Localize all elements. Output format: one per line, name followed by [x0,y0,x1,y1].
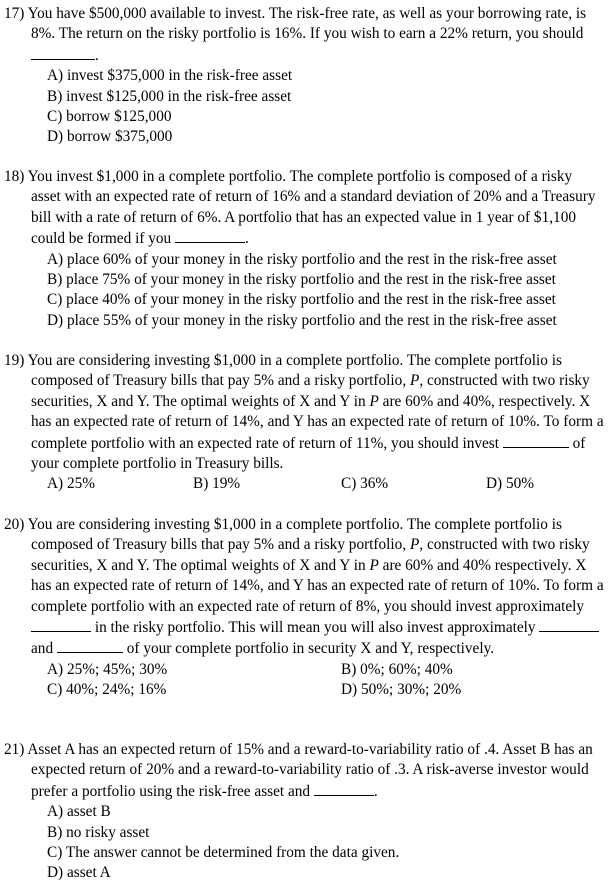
question-21-choices [4,802,604,884]
choice-a: A) asset B [47,803,111,821]
choice-b: B) no risky asset [47,823,150,841]
question-19-stem: 19) You are considering investing $1,000 in a complete portfolio. The complete portfolio is composed of Treasury bills that pay 5% and a risky portfolio, P, constructed with two risky securities, X and Y. The optimal weights of X and Y in P are 60% and 40%, respectively. X has an expected rate of return of 14%, and Y has an expected rate of return of 10%. To form a complete portfolio with an expected rate of return of 11%, you should invest of your complete portfolio in Treasury bills. [4,352,604,473]
choice-b: B) invest $125,000 in the risk-free asset [47,87,292,105]
question-21 [4,740,604,884]
choice-b: B) place 75% of your money in the risky portfolio and the rest in the risk-free asset [47,271,556,289]
answer-blank [175,228,245,243]
choice-c: C) The answer cannot be determined from the data given. [47,844,400,862]
question-17-choices [4,66,604,148]
choice-c: C) borrow $125,000 [47,108,172,126]
question-19-choices [4,474,604,494]
question-20-choices-row2 [4,680,604,700]
question-18-choices [4,250,604,332]
question-17-stem: 17) You have $500,000 available to invest. The risk-free rate, as well as your borrowing rate, is 8%. The return on the risky portfolio is 16%. If you wish to earn a 22% return, you should . [4,5,587,64]
question-20 [4,515,604,700]
choice-b: B) 19% [193,475,241,493]
choice-a: A) 25%; 45%; 30% [47,660,168,678]
question-20-choices-row1 [4,660,604,680]
choice-d: D) 50%; 30%; 20% [341,680,462,698]
question-18 [4,167,604,331]
choice-c: C) place 40% of your money in the risky portfolio and the rest in the risk-free asset [47,291,556,309]
choice-a: A) invest $375,000 in the risk-free asset [47,67,293,85]
choice-d: D) 50% [486,475,535,493]
choice-d: D) borrow $375,000 [47,128,173,146]
answer-blank [314,781,374,796]
answer-blank [31,617,91,632]
choice-b: B) 0%; 60%; 40% [341,660,453,678]
choice-a: A) place 60% of your money in the risky portfolio and the rest in the risk-free asset [47,250,557,268]
question-19 [4,351,604,494]
choice-a: A) 25% [47,475,96,493]
question-21-stem: 21) Asset A has an expected return of 15% and a reward-to-variability ratio of .4. Asset B has an expected return of 20% and a reward-to-variability ratio of .3. A risk-averse investor would prefer a portfolio using the risk-free asset and . [4,741,593,800]
choice-d: D) place 55% of your money in the risky portfolio and the rest in the risk-free asset [47,311,557,329]
question-20-stem: 20) You are considering investing $1,000 in a complete portfolio. The complete portfolio is composed of Treasury bills that pay 5% and a risky portfolio, P, constructed with two risky securities, X and Y. The optimal weights of X and Y in P are 60% and 40% respectively. X has an expected rate of return of 14%, and Y has an expected rate of return of 10%. To form a complete portfolio with an expected rate of return of 8%, you should invest approximately in the risky portfolio. This will mean you will also invest approximately and of your complete portfolio in security X and Y, respectively. [4,516,604,658]
choice-d: D) asset A [47,864,111,882]
choice-c: C) 36% [341,475,389,493]
question-18-stem: 18) You invest $1,000 in a complete portfolio. The complete portfolio is composed of a risky asset with an expected rate of return of 16% and a standard deviation of 20% and a Treasury bill with a rate of return of 6%. A portfolio that has an expected value in 1 year of $1,100 could be formed if you . [4,168,596,248]
answer-blank [31,45,95,60]
answer-blank [539,617,599,632]
answer-blank [57,638,123,653]
answer-blank [503,433,569,448]
question-17 [4,4,604,148]
choice-c: C) 40%; 24%; 16% [47,680,167,698]
